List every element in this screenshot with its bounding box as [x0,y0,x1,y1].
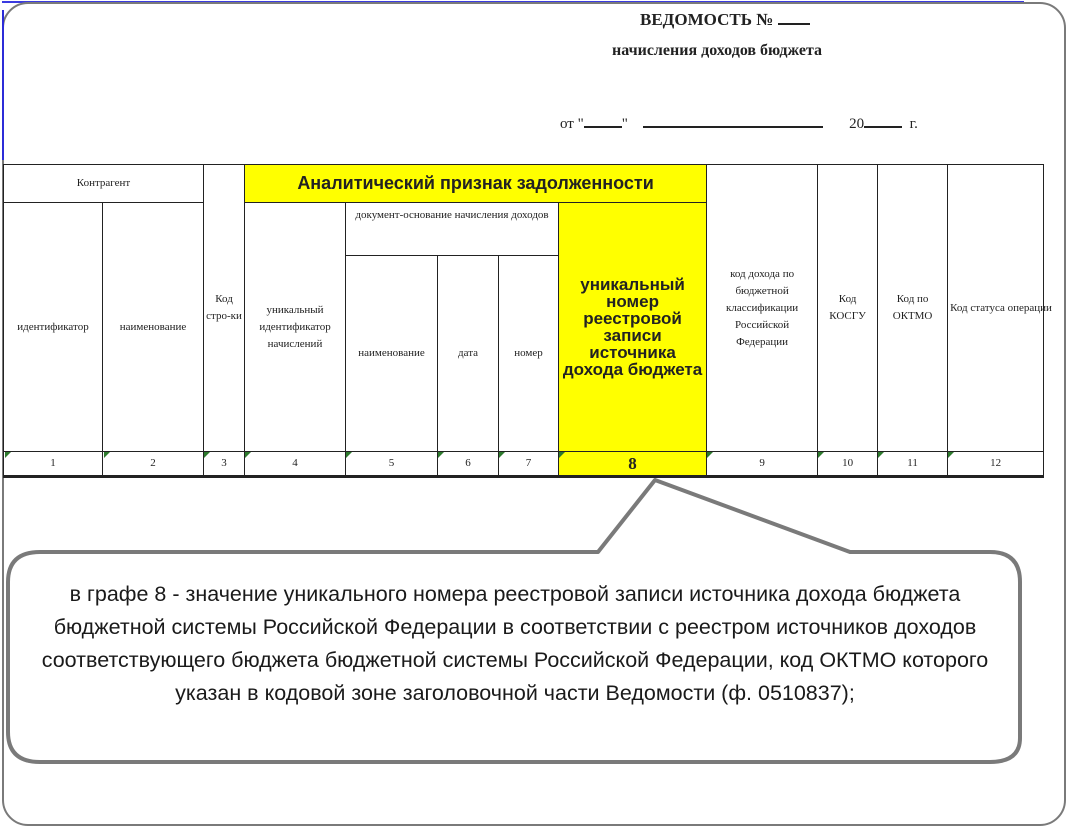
col-status: Код статуса операции [948,165,1044,452]
col-doc-name: наименование [346,256,438,452]
cell-marker [499,452,505,458]
kontragent-header: Контрагент [4,165,204,203]
num-cell-11: 11 [878,452,948,477]
num-cell-7: 7 [499,452,559,477]
col-identifier: идентификатор [4,203,103,452]
date-line [560,112,1020,134]
col-income-code: код дохода по бюджетной классификации Российской Федерации [707,165,818,452]
document-subtitle: начисления доходов бюджета [612,42,823,59]
date-quote: " [621,116,628,132]
num-cell-3: 3 [204,452,245,477]
cell-marker [245,452,251,458]
year-suffix: г. [909,116,918,132]
doc-basis-header: документ-основание начисления доходов [346,203,559,256]
number-blank [778,9,810,25]
cell-marker [438,452,444,458]
cell-marker [559,452,565,458]
col-oktmo: Код по ОКТМО [878,165,948,452]
num-cell-1: 1 [4,452,103,477]
cell-marker [5,452,11,458]
cell-marker [204,452,210,458]
cell-marker [818,452,824,458]
document-title [640,9,880,30]
year-blank [864,112,902,128]
num-cell-12: 12 [948,452,1044,477]
num-cell-9: 9 [707,452,818,477]
cell-marker [346,452,352,458]
statement-table [3,164,1052,478]
day-blank [584,112,622,128]
month-blank [643,112,823,128]
year-prefix: 20 [849,116,865,132]
num-cell-4: 4 [245,452,346,477]
document-title-text: ВЕДОМОСТЬ № [640,10,774,29]
col-kosgu: Код КОСГУ [818,165,878,452]
cell-marker [878,452,884,458]
num-cell-10: 10 [818,452,878,477]
col-unique-id: уникальный идентификатор начислений [245,203,346,452]
col-registry-number: уникальный номер реестровой записи источника дохода бюджета [559,203,707,452]
col-doc-number: номер [499,256,559,452]
col-line-code: Код стро-ки [204,165,245,452]
date-prefix: от " [560,116,584,132]
callout-text: в графе 8 - значение уникального номера реестровой записи источника дохода бюджета бюджетной системы Российской Федерации в соответствии с реестром источников доходов соответствующего бюджета бюджетной системы Российской Федерации, код ОКТМО которого указан в кодовой зоне заголовочной части Ведомости (ф. 0510837); [41,582,989,705]
col-name: наименование [103,203,204,452]
blue-frame-left [2,10,4,160]
col-doc-date: дата [438,256,499,452]
num-cell-2: 2 [103,452,204,477]
num-cell-5: 5 [346,452,438,477]
cell-marker [104,452,110,458]
num-cell-6: 6 [438,452,499,477]
num-cell-8: 8 [559,452,707,477]
cell-marker [948,452,954,458]
analytic-header: Аналитический признак задолженности [245,165,707,203]
cell-marker [707,452,713,458]
